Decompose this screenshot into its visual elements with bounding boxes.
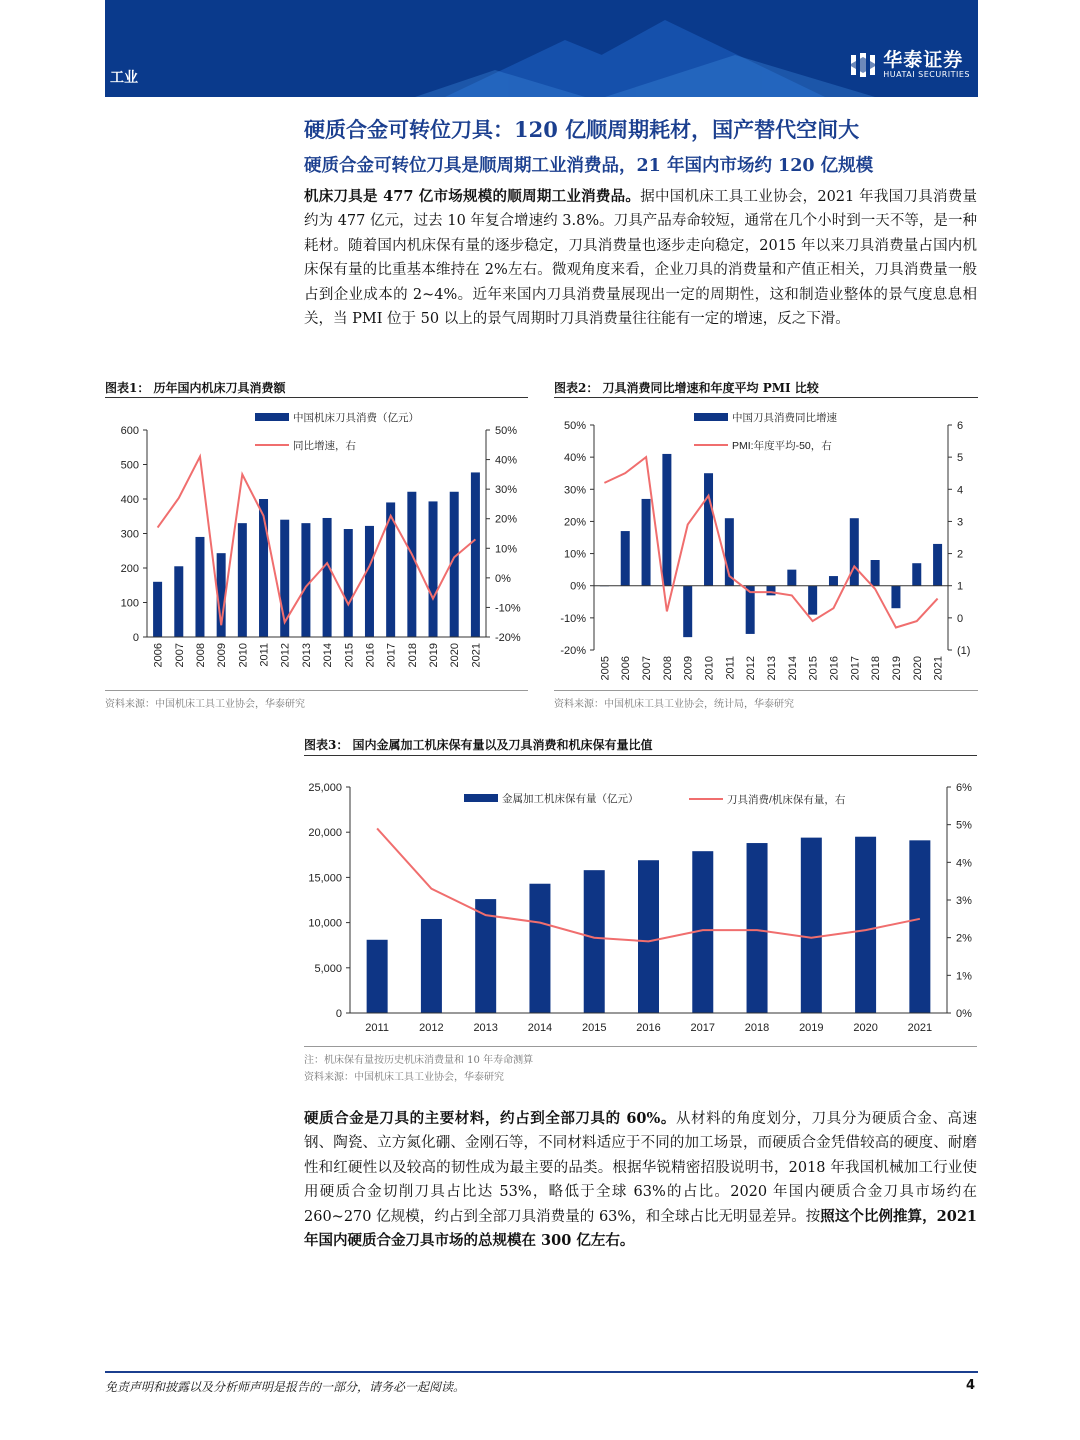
y2-tick-label: 40%	[495, 454, 518, 467]
bar	[855, 837, 876, 1013]
y-tick-label: 40%	[563, 452, 586, 465]
bar	[767, 586, 776, 596]
y2-tick-label: 2%	[956, 932, 972, 945]
bar	[407, 492, 416, 637]
y2-tick-label: 10%	[495, 543, 518, 556]
y2-tick-label: 1%	[956, 970, 972, 983]
bar	[787, 570, 796, 586]
figure2-title: 图表2： 刀具消费同比增速和年度平均 PMI 比较	[554, 381, 819, 395]
x-tick-label: 2020	[853, 1022, 878, 1034]
y2-tick-label: 4	[957, 484, 964, 497]
y2-tick-label: 4%	[956, 857, 972, 870]
figure1-source: 资料来源：中国机床工具工业协会，华泰研究	[105, 699, 305, 710]
bar	[323, 518, 332, 637]
x-tick-label: 2008	[194, 643, 207, 668]
paragraph-body-2: 从材料的角度划分，刀具分为硬质合金、高速钢、陶瓷、立方氮化硼、金刚石等，不同材料适应于不同的加工场景，而硬质合金凭借较高的硬度、耐磨性和红硬性以及较高的韧性成为最主要的品类。根据华锐精密招股说明书，2018 年我国机械加工行业使用硬质合金切削刀具占比达 53%，略低于全球 63%的占比。2020 年国内硬质合金刀具市场约在 260~270 亿规模，约占到全部刀具消费量的 63%，和全球占比无明显差异。按	[304, 1111, 977, 1225]
figure1-top-rule	[105, 397, 528, 398]
paragraph-lead-2: 硬质合金是刀具的主要材料，约占到全部刀具的 60%。	[304, 1110, 676, 1127]
series-line	[158, 457, 476, 626]
paragraph-conclusion: 照这个比例推算，2021 年国内硬质合金刀具市场的总规模在 300 亿左右。	[304, 1207, 977, 1250]
x-tick-label: 2013	[766, 656, 778, 681]
x-tick-label: 2019	[428, 643, 441, 668]
bar	[301, 523, 310, 637]
paragraph-body: 据中国机床工具工业协会，2021 年我国刀具消费量约为 477 亿元，过去 10 年复合增速约 3.8%。刀具产品寿命较短，通常在几个小时到一天不等，是一种耗材。随着国内机床保有量的逐步稳定，刀具消费量也逐步走向稳定，2015 年以来刀具消费量占国内机床保有量的比重基本维持在 2%左右。微观角度来看，企业刀具的消费量和产值正相关，刀具消费量一般占到企业成本的 2~4%。近年来国内刀具消费量展现出一定的周期性，这和制造业整体的景气度息息相关，当 PMI 位于 50 以上的景气周期时刀具消费量往往能有一定的增速，反之下滑。	[304, 189, 977, 328]
x-tick-label: 2007	[173, 643, 186, 668]
footer-rule	[105, 1371, 978, 1373]
y2-tick-label: -20%	[495, 632, 521, 644]
huatai-logo	[849, 50, 970, 80]
x-tick-label: 2014	[527, 1022, 553, 1034]
y2-tick-label: 20%	[495, 513, 518, 526]
figure2-top-rule	[554, 397, 978, 398]
x-tick-label: 2016	[828, 656, 841, 681]
legend-line-label: PMI:年度平均-50，右	[732, 440, 832, 452]
x-tick-label: 2018	[406, 643, 419, 668]
figure1-bottom-rule	[105, 690, 528, 691]
bar	[344, 529, 353, 637]
y2-tick-label: 3%	[956, 895, 972, 907]
y-tick-label: 15,000	[308, 872, 342, 885]
x-tick-label: 2014	[322, 643, 335, 668]
bar	[871, 560, 880, 586]
x-tick-label: 2008	[661, 656, 674, 681]
y-tick-label: 400	[120, 494, 139, 506]
x-tick-label: 2015	[807, 656, 820, 681]
bar	[662, 454, 671, 586]
y-tick-label: -20%	[560, 645, 586, 657]
x-tick-label: 2017	[385, 643, 398, 668]
bar	[704, 473, 713, 586]
y-tick-label: 25,000	[308, 782, 342, 794]
y-tick-label: 20%	[563, 516, 586, 529]
legend-bar-label: 中国机床刀具消费（亿元）	[293, 412, 419, 424]
x-tick-label: 2021	[907, 1022, 933, 1034]
bar	[238, 523, 247, 637]
y2-tick-label: 30%	[495, 484, 518, 497]
bar	[909, 840, 930, 1013]
footer-disclaimer: 免责声明和披露以及分析师声明是报告的一部分，请务必一起阅读。	[105, 1380, 466, 1394]
x-tick-label: 2018	[870, 656, 883, 681]
x-tick-label: 2012	[279, 643, 292, 668]
x-tick-label: 2010	[237, 643, 250, 668]
y2-tick-label: -10%	[495, 602, 521, 615]
y-tick-label: 200	[120, 563, 139, 575]
y2-tick-label: 2	[957, 548, 964, 561]
y2-tick-label: 1	[957, 580, 964, 593]
x-tick-label: 2014	[786, 656, 799, 681]
y2-tick-label: 5	[957, 452, 964, 465]
x-tick-label: 2006	[620, 656, 633, 681]
bar	[365, 526, 374, 637]
figure3-source: 资料来源：中国机床工具工业协会，华泰研究	[304, 1072, 504, 1083]
x-tick-label: 2021	[470, 643, 483, 668]
y-tick-label: 30%	[563, 484, 586, 497]
y-tick-label: 600	[120, 425, 139, 437]
bar	[471, 472, 480, 637]
x-tick-label: 2011	[365, 1022, 389, 1034]
sector-label: 工业	[110, 70, 138, 86]
bar	[801, 838, 822, 1013]
y2-tick-label: 50%	[495, 425, 518, 437]
bar	[584, 870, 605, 1013]
y-tick-label: 100	[120, 597, 139, 610]
legend-bar-label: 金属加工机床保有量（亿元）	[502, 793, 639, 805]
bar	[421, 919, 442, 1013]
chart-machine-stock	[304, 758, 977, 1044]
x-tick-label: 2009	[682, 656, 695, 681]
legend-bar-swatch	[255, 413, 289, 421]
x-tick-label: 2005	[599, 656, 612, 681]
figure2-source: 资料来源：中国机床工具工业协会，统计局，华泰研究	[554, 699, 794, 710]
logo-name-cn: 华泰证券	[883, 49, 964, 71]
paragraph-carbide-share	[304, 1107, 977, 1253]
bar	[621, 531, 630, 586]
bar	[747, 843, 768, 1013]
bar	[429, 501, 438, 637]
y2-tick-label: 6%	[956, 782, 972, 794]
section-title: 硬质合金可转位刀具：120 亿顺周期耗材，国产替代空间大	[304, 117, 860, 142]
huatai-logo-icon	[849, 51, 877, 79]
y-tick-label: 500	[120, 459, 139, 472]
x-tick-label: 2015	[343, 643, 356, 668]
bar	[642, 499, 651, 586]
bar	[829, 576, 838, 586]
chart-tool-consumption	[105, 400, 528, 688]
x-tick-label: 2020	[449, 643, 462, 668]
y-tick-label: 300	[120, 528, 139, 541]
x-tick-label: 2015	[581, 1022, 607, 1034]
report-header	[105, 0, 978, 97]
x-tick-label: 2017	[690, 1022, 716, 1034]
legend-bar-swatch	[694, 413, 728, 421]
x-tick-label: 2017	[849, 656, 862, 681]
legend-bar-label: 中国刀具消费同比增速	[732, 412, 837, 424]
legend-line-label: 刀具消费/机床保有量，右	[727, 794, 846, 806]
x-tick-label: 2010	[703, 656, 716, 681]
x-tick-label: 2019	[890, 656, 903, 681]
bar	[850, 518, 859, 586]
x-tick-label: 2009	[216, 643, 229, 668]
y-tick-label: -10%	[560, 612, 586, 625]
bar	[638, 860, 659, 1013]
bar	[367, 940, 388, 1013]
x-tick-label: 2007	[641, 656, 654, 681]
x-tick-label: 2012	[745, 656, 758, 681]
section-subtitle: 硬质合金可转位刀具是顺周期工业消费品，21 年国内市场约 120 亿规模	[304, 156, 874, 176]
y2-tick-label: 0%	[956, 1008, 972, 1020]
y2-tick-label: 3	[957, 516, 964, 529]
x-tick-label: 2016	[636, 1022, 661, 1034]
y-tick-label: 10,000	[308, 917, 342, 930]
y-tick-label: 0%	[570, 580, 586, 593]
x-tick-label: 2013	[473, 1022, 498, 1034]
y-tick-label: 0	[132, 632, 139, 644]
page-number: 4	[965, 1378, 975, 1393]
figure3-title: 图表3： 国内金属加工机床保有量以及刀具消费和机床保有量比值	[304, 738, 653, 752]
x-tick-label: 2013	[300, 643, 313, 668]
figure2-bottom-rule	[554, 690, 978, 691]
x-tick-label: 2016	[364, 643, 377, 668]
y2-tick-label: 0	[957, 612, 964, 625]
bar	[153, 582, 162, 637]
y-tick-label: 0	[335, 1008, 342, 1020]
bar	[174, 566, 183, 637]
x-tick-label: 2006	[152, 643, 165, 668]
y-tick-label: 10%	[563, 548, 586, 561]
y-tick-label: 5,000	[314, 962, 342, 975]
figure3-note: 注：机床保有量按历史机床消费量和 10 年寿命测算	[304, 1055, 534, 1066]
figure3-top-rule	[304, 755, 977, 756]
x-tick-label: 2019	[799, 1022, 824, 1034]
x-tick-label: 2011	[258, 643, 271, 667]
bar	[912, 563, 921, 586]
y2-tick-label: 0%	[495, 572, 511, 585]
figure1-title: 图表1： 历年国内机床刀具消费额	[105, 381, 286, 395]
y2-tick-label: 5%	[956, 819, 972, 832]
x-tick-label: 2021	[932, 656, 945, 681]
y2-tick-label: (1)	[957, 645, 971, 657]
y-tick-label: 50%	[563, 420, 586, 432]
header-decoration	[405, 0, 965, 97]
y-tick-label: 20,000	[308, 827, 342, 840]
series-line	[604, 457, 937, 627]
x-tick-label: 2018	[744, 1022, 770, 1034]
bar	[933, 544, 942, 586]
chart-growth-vs-pmi	[554, 400, 978, 688]
bar	[683, 586, 692, 637]
logo-name-en: HUATAI SECURITIES	[883, 70, 970, 79]
y2-tick-label: 6	[957, 420, 964, 432]
x-tick-label: 2012	[419, 1022, 444, 1034]
figure3-bottom-rule	[304, 1046, 977, 1047]
legend-bar-swatch	[464, 794, 498, 802]
bar	[891, 586, 900, 609]
paragraph-lead: 机床刀具是 477 亿市场规模的顺周期工业消费品。	[304, 188, 641, 205]
bar	[195, 537, 204, 637]
x-tick-label: 2020	[911, 656, 924, 681]
legend-line-label: 同比增速，右	[293, 440, 356, 452]
bar	[529, 884, 550, 1013]
bar	[808, 586, 817, 615]
x-tick-label: 2011	[724, 656, 737, 680]
paragraph-tool-market	[304, 185, 977, 331]
